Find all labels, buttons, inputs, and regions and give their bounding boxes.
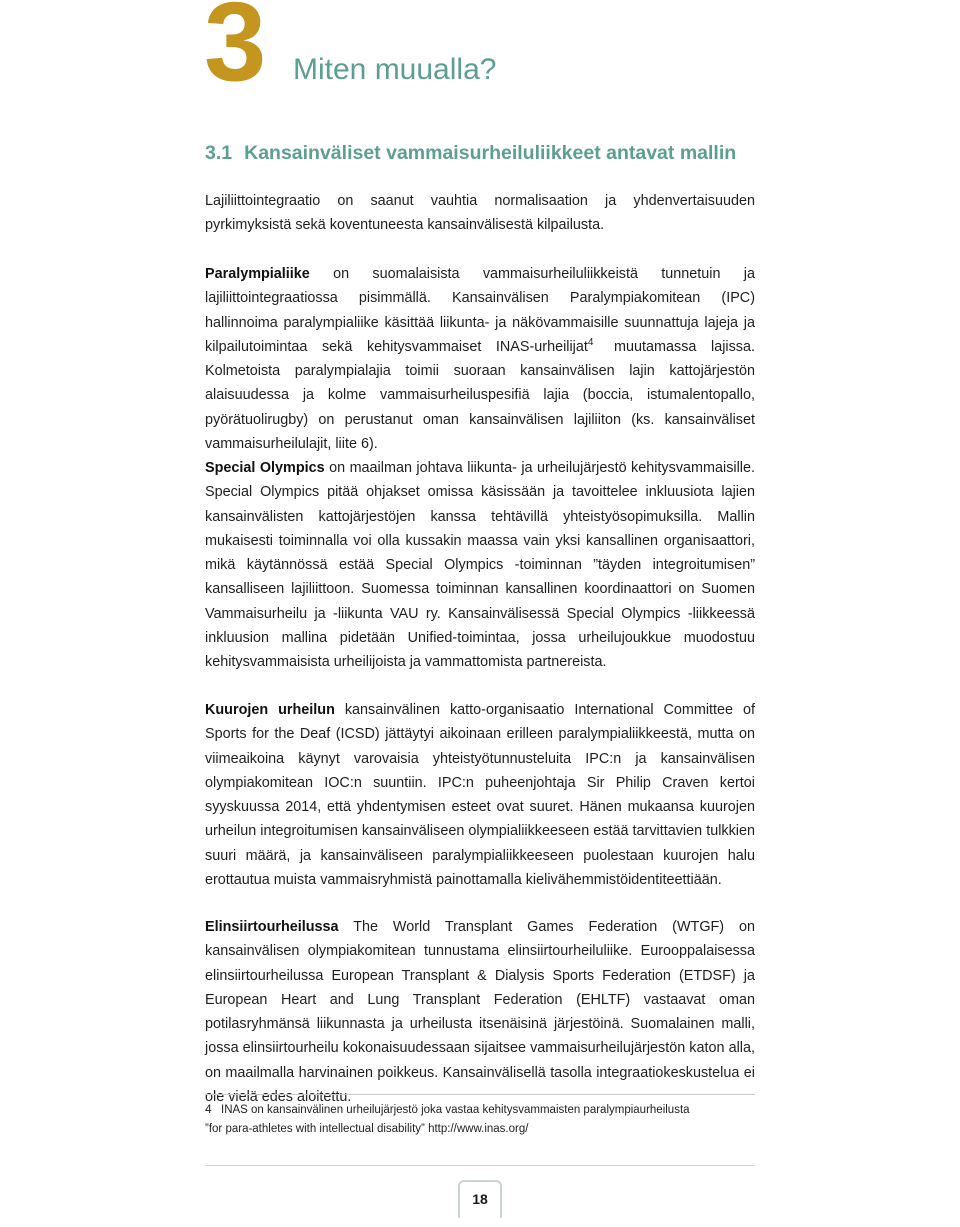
paragraph-text: Lajiliittointegraatio on saanut vauhtia normalisaation ja yhdenvertaisuuden pyrkimyksistä sekä koventuneesta kansainvälisestä kilpailusta. <box>205 193 755 234</box>
paragraph-lead: Paralympialiike <box>205 266 310 282</box>
chapter-title: Miten muualla? <box>293 53 497 86</box>
footnote-line-1: INAS on kansainvälinen urheilujärjestö joka vastaa kehitysvammaisten paralympiaurheilusta <box>221 1104 690 1116</box>
section-heading <box>205 139 765 167</box>
paragraph-special-olympics <box>205 456 755 675</box>
section-title: Kansainväliset vammaisurheiluliikkeet antavat mallin <box>244 142 737 164</box>
paragraph-lead: Kuurojen urheilun <box>205 702 335 718</box>
section-number: 3.1 <box>205 142 233 164</box>
paragraph-paralympic <box>205 262 755 456</box>
paragraph-intro <box>205 189 755 238</box>
paragraph-text-continued: muutamassa lajissa. Kolmetoista paralympialajia toimii suoraan kansainvälisen lajin kattojärjestön alaisuudessa ja kolme vammaisurheiluspesifiä lajia (boccia, istumalentopallo, pyörätuolirugby) on perustanut oman kansainvälisen lajiliiton (ks. kansainväliset vammaisurheilulajit, liite 6). <box>205 338 755 453</box>
page-number: 18 <box>458 1180 502 1218</box>
paragraph-text: The World Transplant Games Federation (WTGF) on kansainvälisen olympiakomitean tunnustama elinsiirtourheiluliike. Eurooppalaisessa elinsiirtourheilussa European Transplant & Dialysis Sports Federation (ETDSF) ja European Heart and Lung Transplant Federation (EHLTF) vastaavat oman potilasryhmänsä liikunnasta ja urheilusta itsenäisinä järjestöinä. Suomalainen malli, jossa elinsiirtourheilu kokonaisuudessaan sijaitsee vammaisurheilujärjestön katon alla, on maailmalla harvinainen poikkeus. Kansainvälisellä tasolla integraatiokeskustelua ei ole vielä edes aloitettu. <box>205 919 755 1106</box>
chapter-number: 3 <box>204 0 263 104</box>
paragraph-text: on suomalaisista vammaisurheiluliikkeistä tunnetuin ja lajiliittointegraatiossa pisimmällä. Kansainvälisen Paralympiakomitean (IPC) hallinnoima paralympialiike käsittää liikunta- ja näkövammaisille suunnattuja lajeja ja kilpailutoimintaa sekä kehitysvammaiset INAS-urheilijat <box>205 266 755 355</box>
footnote <box>205 1100 765 1139</box>
footnote-line-2[interactable]: ”for para-athletes with intellectual disability” http://www.inas.org/ <box>205 1123 529 1135</box>
paragraph-lead: Special Olympics <box>205 460 325 476</box>
footnote-number: 4 <box>205 1102 212 1116</box>
footer-divider <box>205 1165 755 1166</box>
paragraph-text: kansainvälinen katto-organisaatio International Committee of Sports for the Deaf (ICSD) jättäytyi aikoinaan erilleen paralympialiikkeestä, mutta on viimeaikoina käynyt varovaisia yhteistyötunnusteluita IPC:n ja kansainvälisen olympiakomitean IOC:n suuntiin. IPC:n puheenjohtaja Sir Philip Craven kertoi syyskuussa 2014, että yhdentymisen esteet ovat suuret. Hänen mukaansa kuurojen urheilun integroitumisen kansainväliseen olympialiikkeeseen estää tarvittavien tulkkien suuri määrä, ja kansainväliseen paralympialiikkeeseen puolestaan kuurojen halu erottautua muista vammaisryhmistä painottamalla kielivähemmistöidentiteettiään. <box>205 702 755 889</box>
paragraph-lead: Elinsiirtourheilussa <box>205 919 339 935</box>
footnote-divider <box>205 1094 755 1095</box>
footnote-reference[interactable]: 4 <box>587 337 594 349</box>
paragraph-deaf-sports <box>205 698 755 892</box>
paragraph-text: on maailman johtava liikunta- ja urheilujärjestö kehitysvammaisille. Special Olympics pitää ohjakset omissa käsissään ja tavoittelee inkluusiota lajien kansainvälisten kattojärjestöjen kanssa tehtävillä yhteistyösopimuksilla. Mallin mukaisesti toiminnalla voi olla kussakin maassa vain yksi kansallinen organisaattori, mikä käytännössä estää Special Olympics -toiminnan ”täyden integroitumisen” kansalliseen lajiliittoon. Suomessa toiminnan kansallinen koordinaattori on Suomen Vammaisurheilu ja -liikunta VAU ry. Kansainvälisessä Special Olympics -liikkeessä inkluusion mallina pidetään Unified-toimintaa, jossa urheilujoukkue muodostuu kehitysvammaisista urheilijoista ja vammattomista partnereista. <box>205 460 755 671</box>
paragraph-transplant-sports <box>205 915 755 1109</box>
